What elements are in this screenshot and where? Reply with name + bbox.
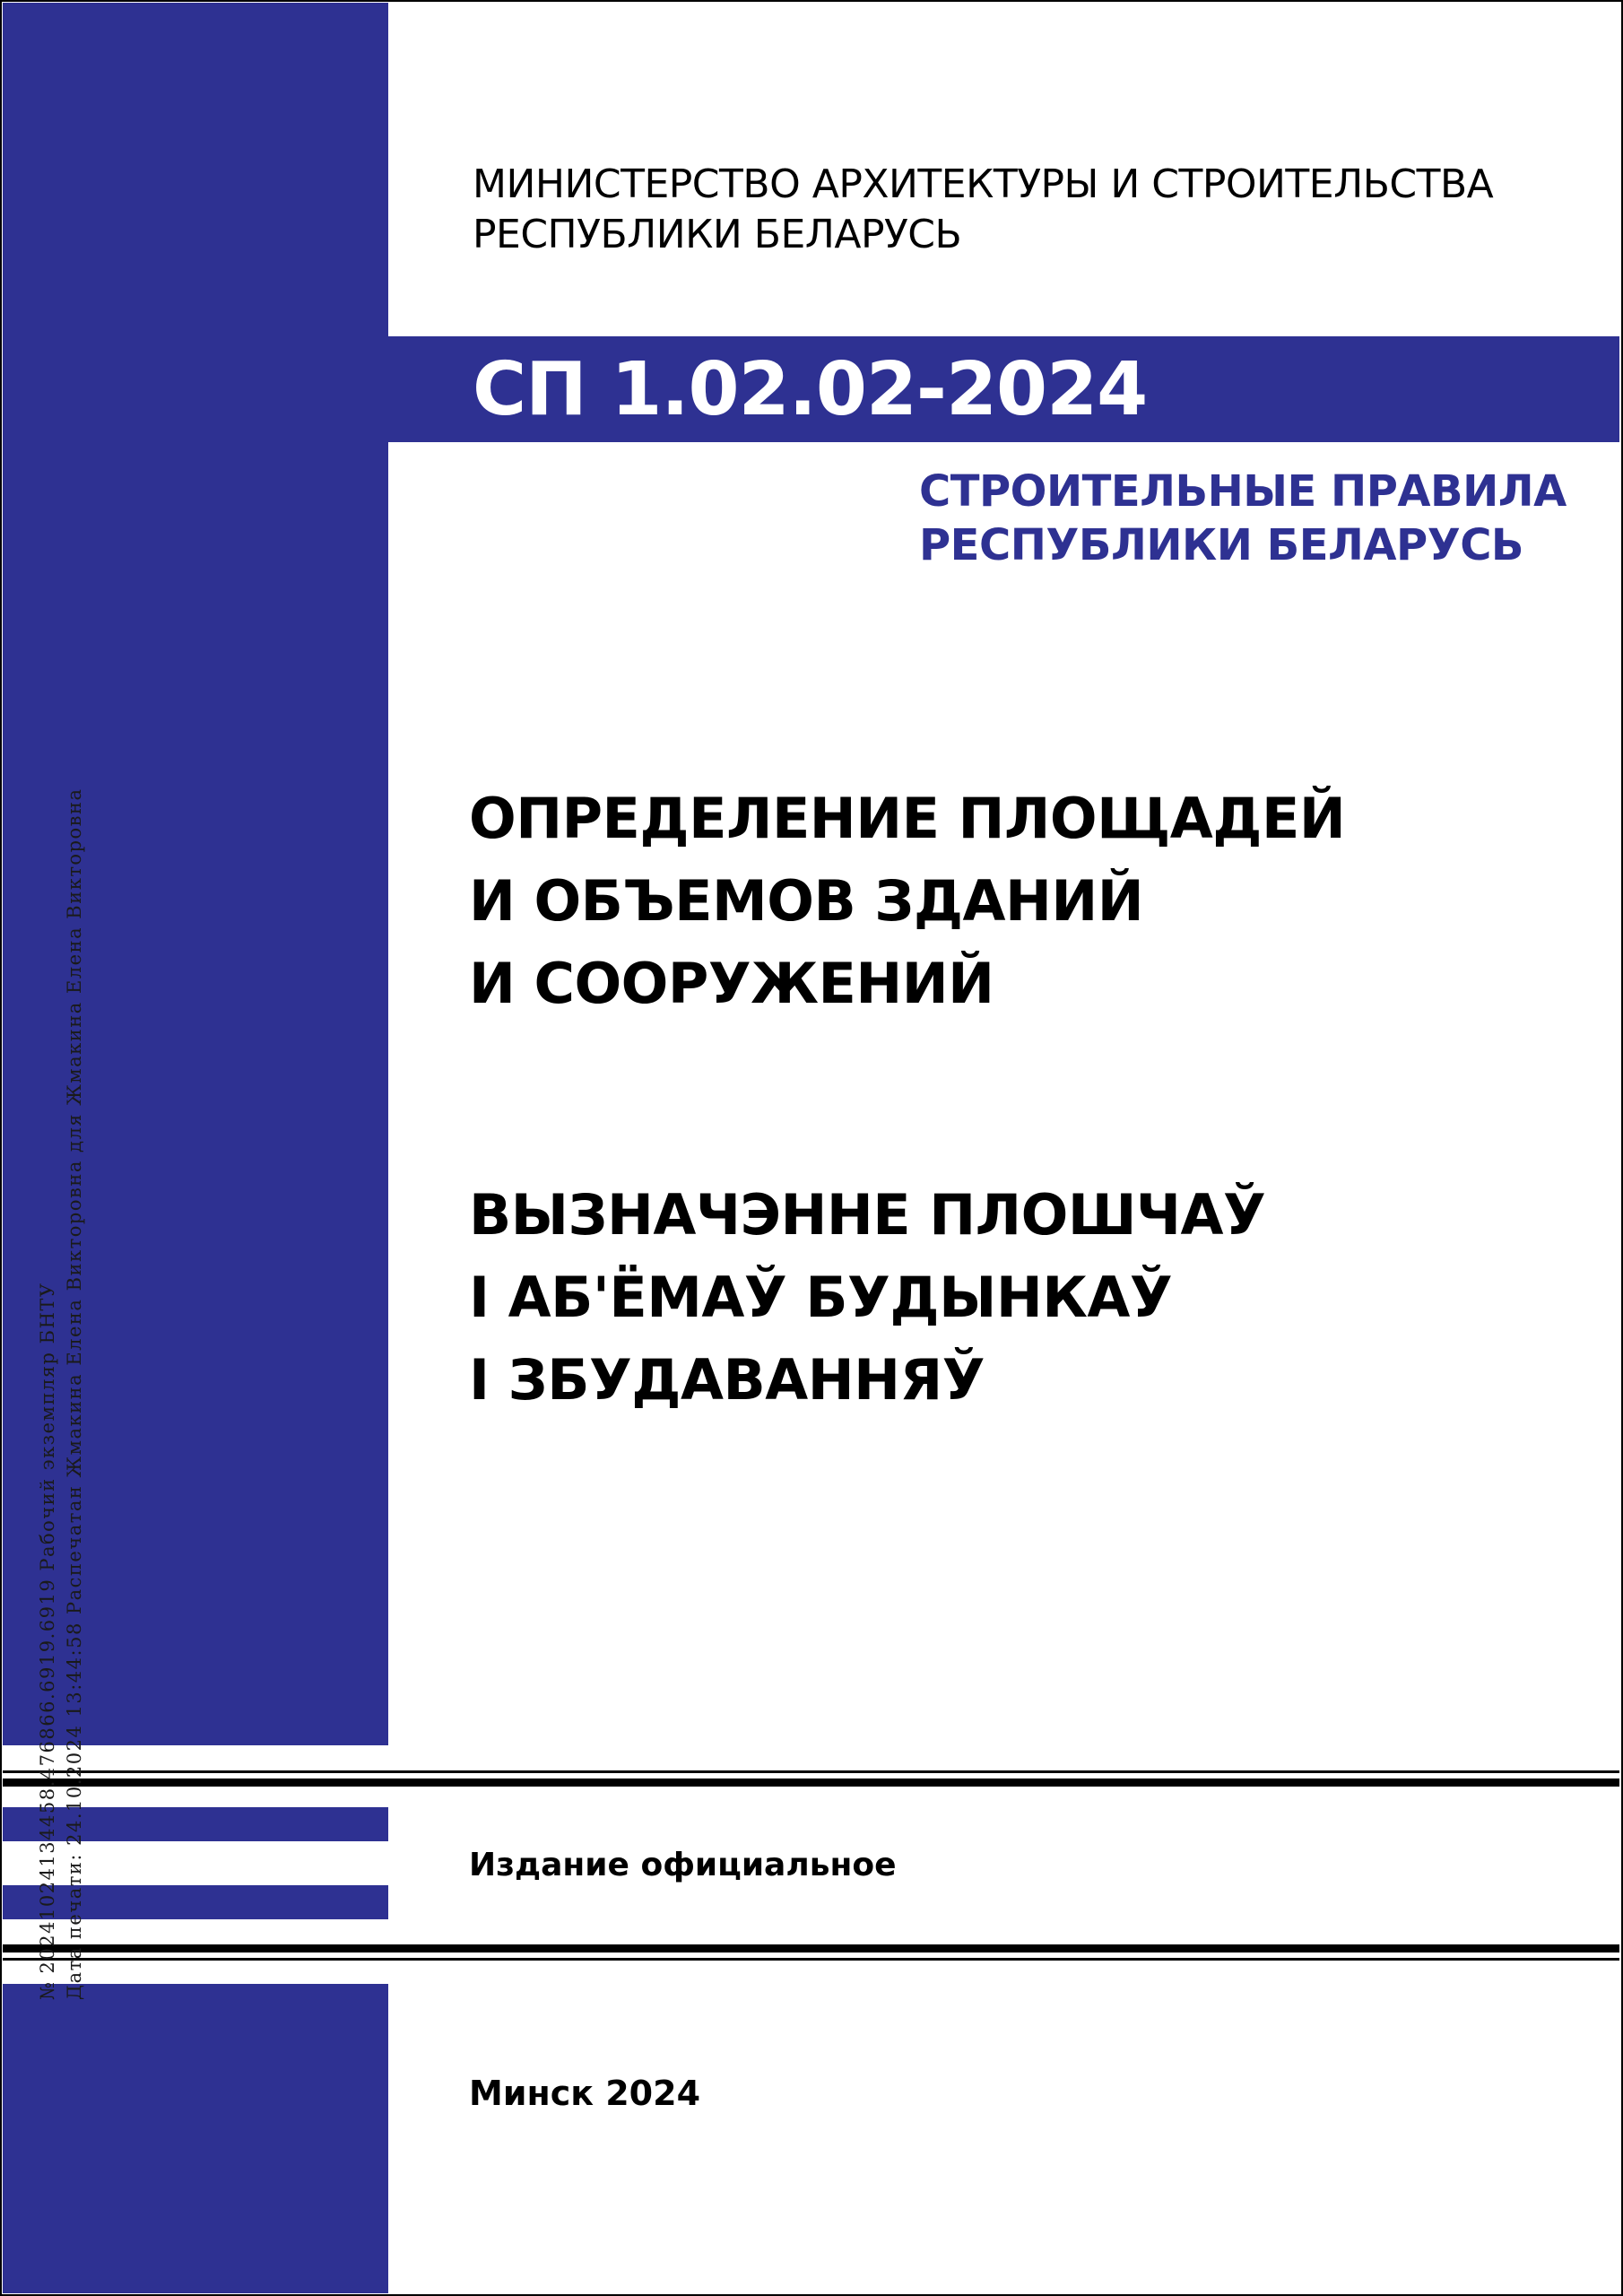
edition-label: Издание официальное [469, 1847, 897, 1883]
title-by-line-1: ВЫЗНАЧЭННЕ ПЛОШЧАЎ [469, 1182, 1266, 1248]
document-type-line-1: СТРОИТЕЛЬНЫЕ ПРАВИЛА [919, 466, 1567, 517]
document-code: СП 1.02.02-2024 [473, 347, 1148, 432]
print-watermark [34, 637, 88, 2000]
sidebar-blue-bottom [3, 1984, 388, 2293]
title-by-line-2: І АБ'ЁМАЎ БУДЫНКАЎ [469, 1265, 1173, 1330]
watermark-line-1: № 20241024134458.476866.6919.6919 Рабочий экземпляр БНТУ [37, 1282, 58, 2000]
watermark-line-2: Дата печати: 24.10.2024 13:44:58 Распечатан Жмакина Елена Викторовна для Жмакина Елена Викторовна [64, 787, 85, 2000]
rule-top-thin [3, 1770, 1619, 1773]
title-ru-line-3: И СООРУЖЕНИЙ [469, 951, 994, 1016]
ministry-header [473, 160, 1493, 260]
title-ru-line-2: И ОБЪЕМОВ ЗДАНИЙ [469, 868, 1144, 934]
ministry-line-2: РЕСПУБЛИКИ БЕЛАРУСЬ [473, 212, 962, 257]
rule-top-thick [3, 1779, 1619, 1787]
document-type [919, 465, 1567, 572]
title-belarusian [469, 1174, 1265, 1422]
city-year: Минск 2024 [469, 2074, 701, 2113]
title-ru-line-1: ОПРЕДЕЛЕНИЕ ПЛОЩАДЕЙ [469, 786, 1346, 851]
rule-bottom-thick [3, 1944, 1619, 1952]
rule-bottom-thin [3, 1958, 1619, 1961]
title-russian [469, 778, 1345, 1025]
ministry-line-1: МИНИСТЕРСТВО АРХИТЕКТУРЫ И СТРОИТЕЛЬСТВА [473, 161, 1494, 207]
title-by-line-3: І ЗБУДАВАННЯЎ [469, 1347, 985, 1413]
document-type-line-2: РЕСПУБЛИКИ БЕЛАРУСЬ [919, 520, 1524, 570]
